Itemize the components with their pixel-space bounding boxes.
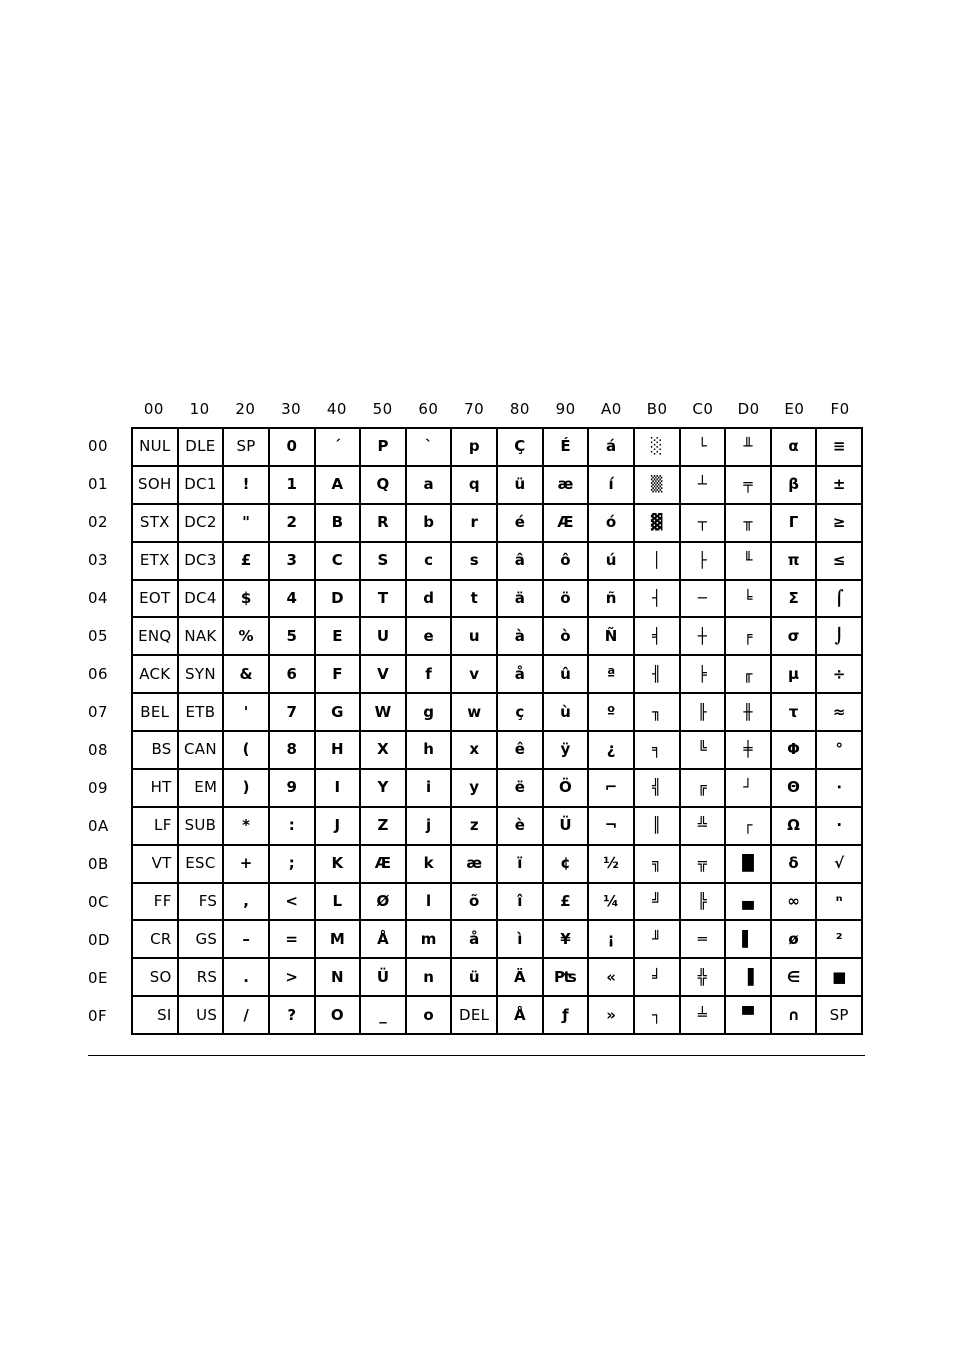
table-cell: ù (544, 694, 590, 732)
table-cell: o (407, 997, 453, 1035)
table-cell: DC4 (179, 581, 225, 619)
table-cell: █ (726, 846, 772, 884)
table-cell: O (316, 997, 362, 1035)
table-cell: Ä (498, 959, 544, 997)
table-cell: , (224, 884, 270, 922)
table-cell: 6 (270, 656, 316, 694)
column-header: 80 (509, 400, 530, 418)
table-cell: LF (133, 808, 179, 846)
table-cell: ë (498, 770, 544, 808)
table-cell: SUB (179, 808, 225, 846)
table-cell: ▐ (726, 959, 772, 997)
table-cell: ∞ (772, 884, 818, 922)
table-cell: P (361, 429, 407, 467)
row-header: 06 (88, 665, 109, 683)
table-cell: ö (544, 581, 590, 619)
row-header: 02 (88, 513, 109, 531)
row-header: 04 (88, 589, 109, 607)
table-cell: t (452, 581, 498, 619)
row-header: 0A (88, 817, 109, 835)
table-cell: j (407, 808, 453, 846)
table-cell: V (361, 656, 407, 694)
table-cell: ╕ (635, 732, 681, 770)
table-cell: CR (133, 921, 179, 959)
table-cell: Ç (498, 429, 544, 467)
table-cell: å (498, 656, 544, 694)
table-cell: ╜ (635, 921, 681, 959)
table-cell: ╪ (726, 732, 772, 770)
table-cell: ÷ (817, 656, 863, 694)
table-cell: ó (589, 505, 635, 543)
column-headers (131, 396, 863, 422)
table-cell: 0 (270, 429, 316, 467)
table-cell: w (452, 694, 498, 732)
table-cell: T (361, 581, 407, 619)
table-cell: k (407, 846, 453, 884)
table-cell: z (452, 808, 498, 846)
table-cell: ≤ (817, 543, 863, 581)
table-cell: ═ (681, 921, 727, 959)
table-cell: v (452, 656, 498, 694)
table-cell: ╠ (681, 884, 727, 922)
column-header: 50 (372, 400, 393, 418)
table-cell: < (270, 884, 316, 922)
table-cell: Φ (772, 732, 818, 770)
table-cell: ´ (316, 429, 362, 467)
column-header: A0 (600, 400, 622, 418)
table-cell: s (452, 543, 498, 581)
table-cell: EM (179, 770, 225, 808)
table-cell: h (407, 732, 453, 770)
table-cell: Ü (361, 959, 407, 997)
table-cell: ╥ (726, 505, 772, 543)
table-cell: ╣ (635, 770, 681, 808)
table-cell: ░ (635, 429, 681, 467)
table-cell: + (224, 846, 270, 884)
table-cell: ' (224, 694, 270, 732)
table-cell: ╛ (635, 959, 681, 997)
table-cell: ¢ (544, 846, 590, 884)
table-cell: ∙ (817, 770, 863, 808)
row-header: 01 (88, 475, 109, 493)
table-cell: ¿ (589, 732, 635, 770)
table-cell: ) (224, 770, 270, 808)
table-cell: FF (133, 884, 179, 922)
table-cell: * (224, 808, 270, 846)
table-cell: c (407, 543, 453, 581)
table-cell: » (589, 997, 635, 1035)
table-cell: ² (817, 921, 863, 959)
table-cell: 1 (270, 467, 316, 505)
table-cell: ≈ (817, 694, 863, 732)
table-cell: Q (361, 467, 407, 505)
table-cell: ┴ (681, 467, 727, 505)
table-cell: W (361, 694, 407, 732)
table-cell: US (179, 997, 225, 1035)
table-cell: ½ (589, 846, 635, 884)
table-cell: ╒ (726, 618, 772, 656)
table-cell: ú (589, 543, 635, 581)
table-cell: ╖ (635, 694, 681, 732)
table-cell: ï (498, 846, 544, 884)
table-cell: D (316, 581, 362, 619)
table-cell: L (316, 884, 362, 922)
table-cell: BS (133, 732, 179, 770)
table-cell: ! (224, 467, 270, 505)
table-cell: EOT (133, 581, 179, 619)
table-cell: NAK (179, 618, 225, 656)
table-cell: X (361, 732, 407, 770)
table-cell: BEL (133, 694, 179, 732)
table-cell: µ (772, 656, 818, 694)
table-cell: τ (772, 694, 818, 732)
table-cell: DLE (179, 429, 225, 467)
character-code-table (131, 427, 863, 1035)
table-cell: ⌡ (817, 618, 863, 656)
table-cell: ì (498, 921, 544, 959)
table-cell: ê (498, 732, 544, 770)
table-cell: 4 (270, 581, 316, 619)
table-cell: FS (179, 884, 225, 922)
table-cell: 3 (270, 543, 316, 581)
table-cell: A (316, 467, 362, 505)
table-cell: ▀ (726, 997, 772, 1035)
table-cell: « (589, 959, 635, 997)
table-cell: Å (361, 921, 407, 959)
table-cell: Æ (544, 505, 590, 543)
row-header: 00 (88, 437, 109, 455)
table-cell: ─ (681, 581, 727, 619)
table-cell: C (316, 543, 362, 581)
table-cell: q (452, 467, 498, 505)
table-cell: SP (224, 429, 270, 467)
table-cell: ╡ (635, 618, 681, 656)
table-cell: ESC (179, 846, 225, 884)
table-cell: ┤ (635, 581, 681, 619)
table-cell: ▄ (726, 884, 772, 922)
table-cell: ACK (133, 656, 179, 694)
table-cell: ≥ (817, 505, 863, 543)
table-cell: ├ (681, 543, 727, 581)
table-cell: ¥ (544, 921, 590, 959)
table-cell: _ (361, 997, 407, 1035)
table-cell: / (224, 997, 270, 1035)
table-cell: └ (681, 429, 727, 467)
row-header: 0F (88, 1007, 108, 1025)
bottom-rule (88, 1055, 865, 1056)
table-cell: & (224, 656, 270, 694)
table-cell: r (452, 505, 498, 543)
table-cell: ; (270, 846, 316, 884)
row-header: 0B (88, 855, 109, 873)
row-header: 05 (88, 627, 109, 645)
table-cell: Γ (772, 505, 818, 543)
table-cell: d (407, 581, 453, 619)
table-cell: : (270, 808, 316, 846)
table-cell: á (589, 429, 635, 467)
table-cell: ₧ (544, 959, 590, 997)
table-cell: ± (817, 467, 863, 505)
column-header: B0 (646, 400, 668, 418)
table-cell: │ (635, 543, 681, 581)
table-cell: ñ (589, 581, 635, 619)
table-cell: HT (133, 770, 179, 808)
table-cell: ┌ (726, 808, 772, 846)
table-cell: à (498, 618, 544, 656)
table-cell: ? (270, 997, 316, 1035)
table-cell: $ (224, 581, 270, 619)
column-header: 30 (281, 400, 302, 418)
table-cell: π (772, 543, 818, 581)
table-cell: ╬ (681, 959, 727, 997)
table-cell: B (316, 505, 362, 543)
column-header: 90 (555, 400, 576, 418)
table-cell: û (544, 656, 590, 694)
table-cell: – (224, 921, 270, 959)
table-cell: DC2 (179, 505, 225, 543)
table-cell: É (544, 429, 590, 467)
table-cell: b (407, 505, 453, 543)
table-cell: a (407, 467, 453, 505)
table-cell: ç (498, 694, 544, 732)
row-headers (88, 427, 128, 1035)
table-cell: ü (498, 467, 544, 505)
table-cell: ╘ (726, 581, 772, 619)
table-cell: y (452, 770, 498, 808)
table-cell: · (817, 808, 863, 846)
table-cell: ╙ (726, 543, 772, 581)
table-cell: ■ (817, 959, 863, 997)
table-cell: e (407, 618, 453, 656)
table-cell: ETX (133, 543, 179, 581)
table-cell: NUL (133, 429, 179, 467)
row-header: 08 (88, 741, 109, 759)
table-cell: f (407, 656, 453, 694)
table-cell: 2 (270, 505, 316, 543)
table-cell: R (361, 505, 407, 543)
table-cell: ƒ (544, 997, 590, 1035)
table-cell: x (452, 732, 498, 770)
table-cell: STX (133, 505, 179, 543)
table-cell: ENQ (133, 618, 179, 656)
table-cell: DEL (452, 997, 498, 1035)
row-header: 0C (88, 893, 110, 911)
table-cell: î (498, 884, 544, 922)
table-cell: 5 (270, 618, 316, 656)
table-cell: F (316, 656, 362, 694)
table-cell: ` (407, 429, 453, 467)
table-cell: Ö (544, 770, 590, 808)
table-cell: é (498, 505, 544, 543)
row-header: 03 (88, 551, 109, 569)
row-header: 0E (88, 969, 109, 987)
table-cell: " (224, 505, 270, 543)
table-cell: Z (361, 808, 407, 846)
table-cell: ≡ (817, 429, 863, 467)
table-cell: ⌐ (589, 770, 635, 808)
table-cell: Ñ (589, 618, 635, 656)
column-header: 00 (143, 400, 164, 418)
table-cell: ▓ (635, 505, 681, 543)
table-cell: DC3 (179, 543, 225, 581)
table-cell: GS (179, 921, 225, 959)
table-cell: SP (817, 997, 863, 1035)
table-cell: æ (544, 467, 590, 505)
table-cell: £ (224, 543, 270, 581)
table-cell: 7 (270, 694, 316, 732)
table-cell: √ (817, 846, 863, 884)
table-cell: g (407, 694, 453, 732)
table-cell: J (316, 808, 362, 846)
table-cell: ╨ (726, 429, 772, 467)
table-cell: ╗ (635, 846, 681, 884)
table-cell: õ (452, 884, 498, 922)
table-cell: % (224, 618, 270, 656)
table-cell: SI (133, 997, 179, 1035)
table-cell: ∈ (772, 959, 818, 997)
table-cell: ┬ (681, 505, 727, 543)
table-cell: σ (772, 618, 818, 656)
table-cell: ┘ (726, 770, 772, 808)
table-cell: l (407, 884, 453, 922)
table-cell: ╞ (681, 656, 727, 694)
table-cell: G (316, 694, 362, 732)
column-header: 20 (235, 400, 256, 418)
table-cell: U (361, 618, 407, 656)
column-header: E0 (784, 400, 805, 418)
table-cell: ╦ (681, 846, 727, 884)
table-cell: H (316, 732, 362, 770)
table-cell: ô (544, 543, 590, 581)
table-cell: Y (361, 770, 407, 808)
table-cell: 8 (270, 732, 316, 770)
table-cell: SOH (133, 467, 179, 505)
table-cell: Ø (361, 884, 407, 922)
table-cell: CAN (179, 732, 225, 770)
table-cell: ⁿ (817, 884, 863, 922)
column-header: C0 (692, 400, 714, 418)
table-cell: Å (498, 997, 544, 1035)
table-cell: ╫ (726, 694, 772, 732)
column-header: D0 (737, 400, 760, 418)
table-cell: p (452, 429, 498, 467)
table-cell: M (316, 921, 362, 959)
table-cell: RS (179, 959, 225, 997)
table-cell: u (452, 618, 498, 656)
table-cell: £ (544, 884, 590, 922)
table-cell: ╤ (726, 467, 772, 505)
table-cell: å (452, 921, 498, 959)
table-cell: ╝ (635, 884, 681, 922)
table-cell: > (270, 959, 316, 997)
table-cell: ¬ (589, 808, 635, 846)
row-header: 07 (88, 703, 109, 721)
table-cell: S (361, 543, 407, 581)
table-cell: ╚ (681, 732, 727, 770)
table-cell: ║ (635, 808, 681, 846)
table-cell: = (270, 921, 316, 959)
table-cell: K (316, 846, 362, 884)
table-cell: n (407, 959, 453, 997)
table-cell: Θ (772, 770, 818, 808)
table-cell: ▒ (635, 467, 681, 505)
table-cell: ü (452, 959, 498, 997)
table-cell: ¼ (589, 884, 635, 922)
table-cell: m (407, 921, 453, 959)
table-cell: ╩ (681, 808, 727, 846)
table-cell: N (316, 959, 362, 997)
column-header: 40 (326, 400, 347, 418)
table-cell: ( (224, 732, 270, 770)
table-cell: í (589, 467, 635, 505)
table-cell: ÿ (544, 732, 590, 770)
table-cell: E (316, 618, 362, 656)
table-cell: ⌠ (817, 581, 863, 619)
table-cell: SO (133, 959, 179, 997)
row-header: 09 (88, 779, 109, 797)
table-cell: I (316, 770, 362, 808)
table-cell: α (772, 429, 818, 467)
table-cell: º (589, 694, 635, 732)
column-header: 10 (189, 400, 210, 418)
table-cell: ╟ (681, 694, 727, 732)
table-cell: . (224, 959, 270, 997)
table-cell: Ü (544, 808, 590, 846)
column-header: F0 (830, 400, 850, 418)
table-cell: ∩ (772, 997, 818, 1035)
table-cell: â (498, 543, 544, 581)
table-cell: SYN (179, 656, 225, 694)
row-header: 0D (88, 931, 111, 949)
table-cell: ▌ (726, 921, 772, 959)
column-header: 60 (418, 400, 439, 418)
table-cell: ╓ (726, 656, 772, 694)
table-cell: Σ (772, 581, 818, 619)
table-cell: DC1 (179, 467, 225, 505)
table-cell: æ (452, 846, 498, 884)
table-cell: Æ (361, 846, 407, 884)
table-cell: δ (772, 846, 818, 884)
table-cell: è (498, 808, 544, 846)
table-cell: ╔ (681, 770, 727, 808)
table-cell: Ω (772, 808, 818, 846)
table-cell: ┐ (635, 997, 681, 1035)
table-cell: ┼ (681, 618, 727, 656)
table-cell: ╢ (635, 656, 681, 694)
table-cell: ø (772, 921, 818, 959)
table-cell: β (772, 467, 818, 505)
table-cell: VT (133, 846, 179, 884)
table-cell: ò (544, 618, 590, 656)
table-cell: ETB (179, 694, 225, 732)
table-cell: ° (817, 732, 863, 770)
table-cell: 9 (270, 770, 316, 808)
table-cell: ª (589, 656, 635, 694)
table-cell: ä (498, 581, 544, 619)
table-cell: ¡ (589, 921, 635, 959)
table-cell: ╧ (681, 997, 727, 1035)
column-header: 70 (464, 400, 485, 418)
table-cell: i (407, 770, 453, 808)
